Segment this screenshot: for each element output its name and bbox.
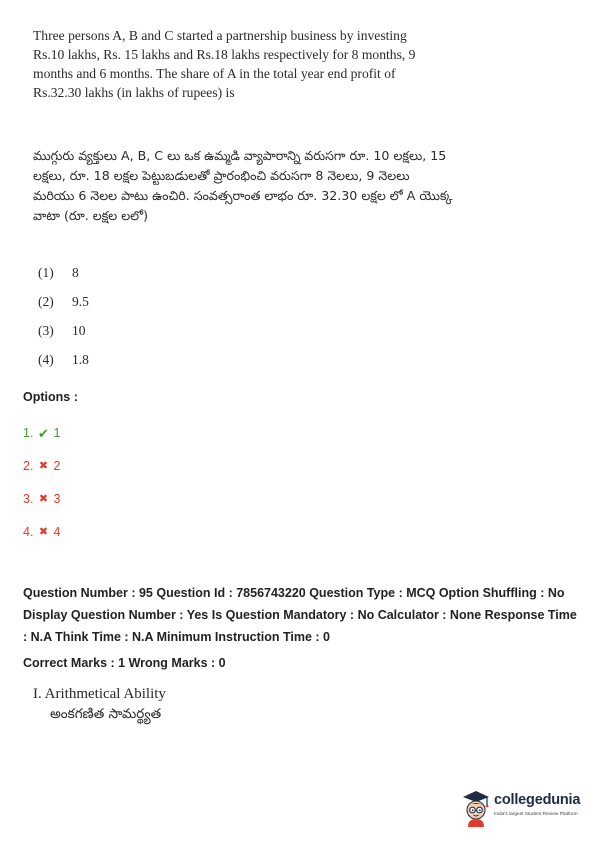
cross-icon: ✖	[38, 460, 49, 472]
question-text-english: Three persons A, B and C started a partnership business by investing Rs.10 lakhs, Rs. 15 lakhs and Rs.18 lakhs respectively for 8 months, 9 months and 6 months. The share of A in the total year end profit of Rs.32.30 lakhs (in lakhs of rupees) is	[33, 28, 416, 100]
option-2	[23, 459, 60, 492]
choice-1	[38, 265, 89, 294]
choice-value: 8	[72, 265, 79, 280]
options-heading: Options :	[23, 390, 78, 404]
choice-value: 1.8	[72, 352, 89, 367]
question-text-telugu: ముగ్గురు వ్యక్తులు A, B, C లు ఒక ఉమ్మడి వ్యాపారాన్ని వరుసగా రూ. 10 లక్షలు, 15 లక్షలు, రూ. 18 లక్షల పెట్టుబడులతో ప్రారంభించి వరుసగా 8 నెలలు, 9 నెలలు మరియు 6 నెలల పాటు ఉంచిరి. సంవత్సరాంత లాభం రూ. 32.30 లక్షల లో A యొక్క వాటా (రూ. లక్షల లలో)	[33, 148, 453, 223]
choice-3	[38, 323, 89, 352]
option-value: 3	[53, 492, 61, 506]
options-list	[23, 426, 60, 558]
logo-tagline: India's largest Student Review Platform	[494, 812, 578, 817]
section-title-telugu: అంకగణిత సామర్థ్యత	[50, 706, 162, 722]
option-value: 4	[53, 525, 61, 539]
option-4	[23, 525, 60, 558]
choice-number: (1)	[38, 265, 54, 280]
option-3	[23, 492, 60, 525]
option-value: 2	[53, 459, 61, 473]
check-icon: ✔	[37, 426, 49, 441]
option-label: 2.	[23, 459, 34, 473]
question-metadata: Question Number : 95 Question Id : 7856743220 Question Type : MCQ Option Shuffling : No Display Question Number : Yes Is Question Mandatory : No Calculator : None Response Time : N.A Think Time : N.A Minimum Instruction Time : 0	[23, 586, 577, 644]
marks-info: Correct Marks : 1 Wrong Marks : 0	[23, 656, 226, 670]
choice-number: (4)	[38, 352, 54, 367]
logo-wordmark: collegedunia	[494, 792, 581, 808]
choice-value: 10	[72, 323, 86, 338]
answer-choices	[38, 265, 89, 381]
collegedunia-logo	[460, 788, 590, 828]
option-label: 4.	[23, 525, 34, 539]
option-value: 1	[53, 426, 61, 440]
option-label: 1.	[23, 426, 34, 440]
choice-value: 9.5	[72, 294, 89, 309]
cross-icon: ✖	[38, 493, 49, 505]
choice-4	[38, 352, 89, 381]
mascot-icon	[460, 788, 492, 828]
option-label: 3.	[23, 492, 34, 506]
cross-icon: ✖	[38, 526, 49, 538]
choice-number: (3)	[38, 323, 54, 338]
choice-number: (2)	[38, 294, 54, 309]
choice-2	[38, 294, 89, 323]
option-1	[23, 426, 60, 459]
section-title-english: I. Arithmetical Ability	[33, 686, 166, 702]
